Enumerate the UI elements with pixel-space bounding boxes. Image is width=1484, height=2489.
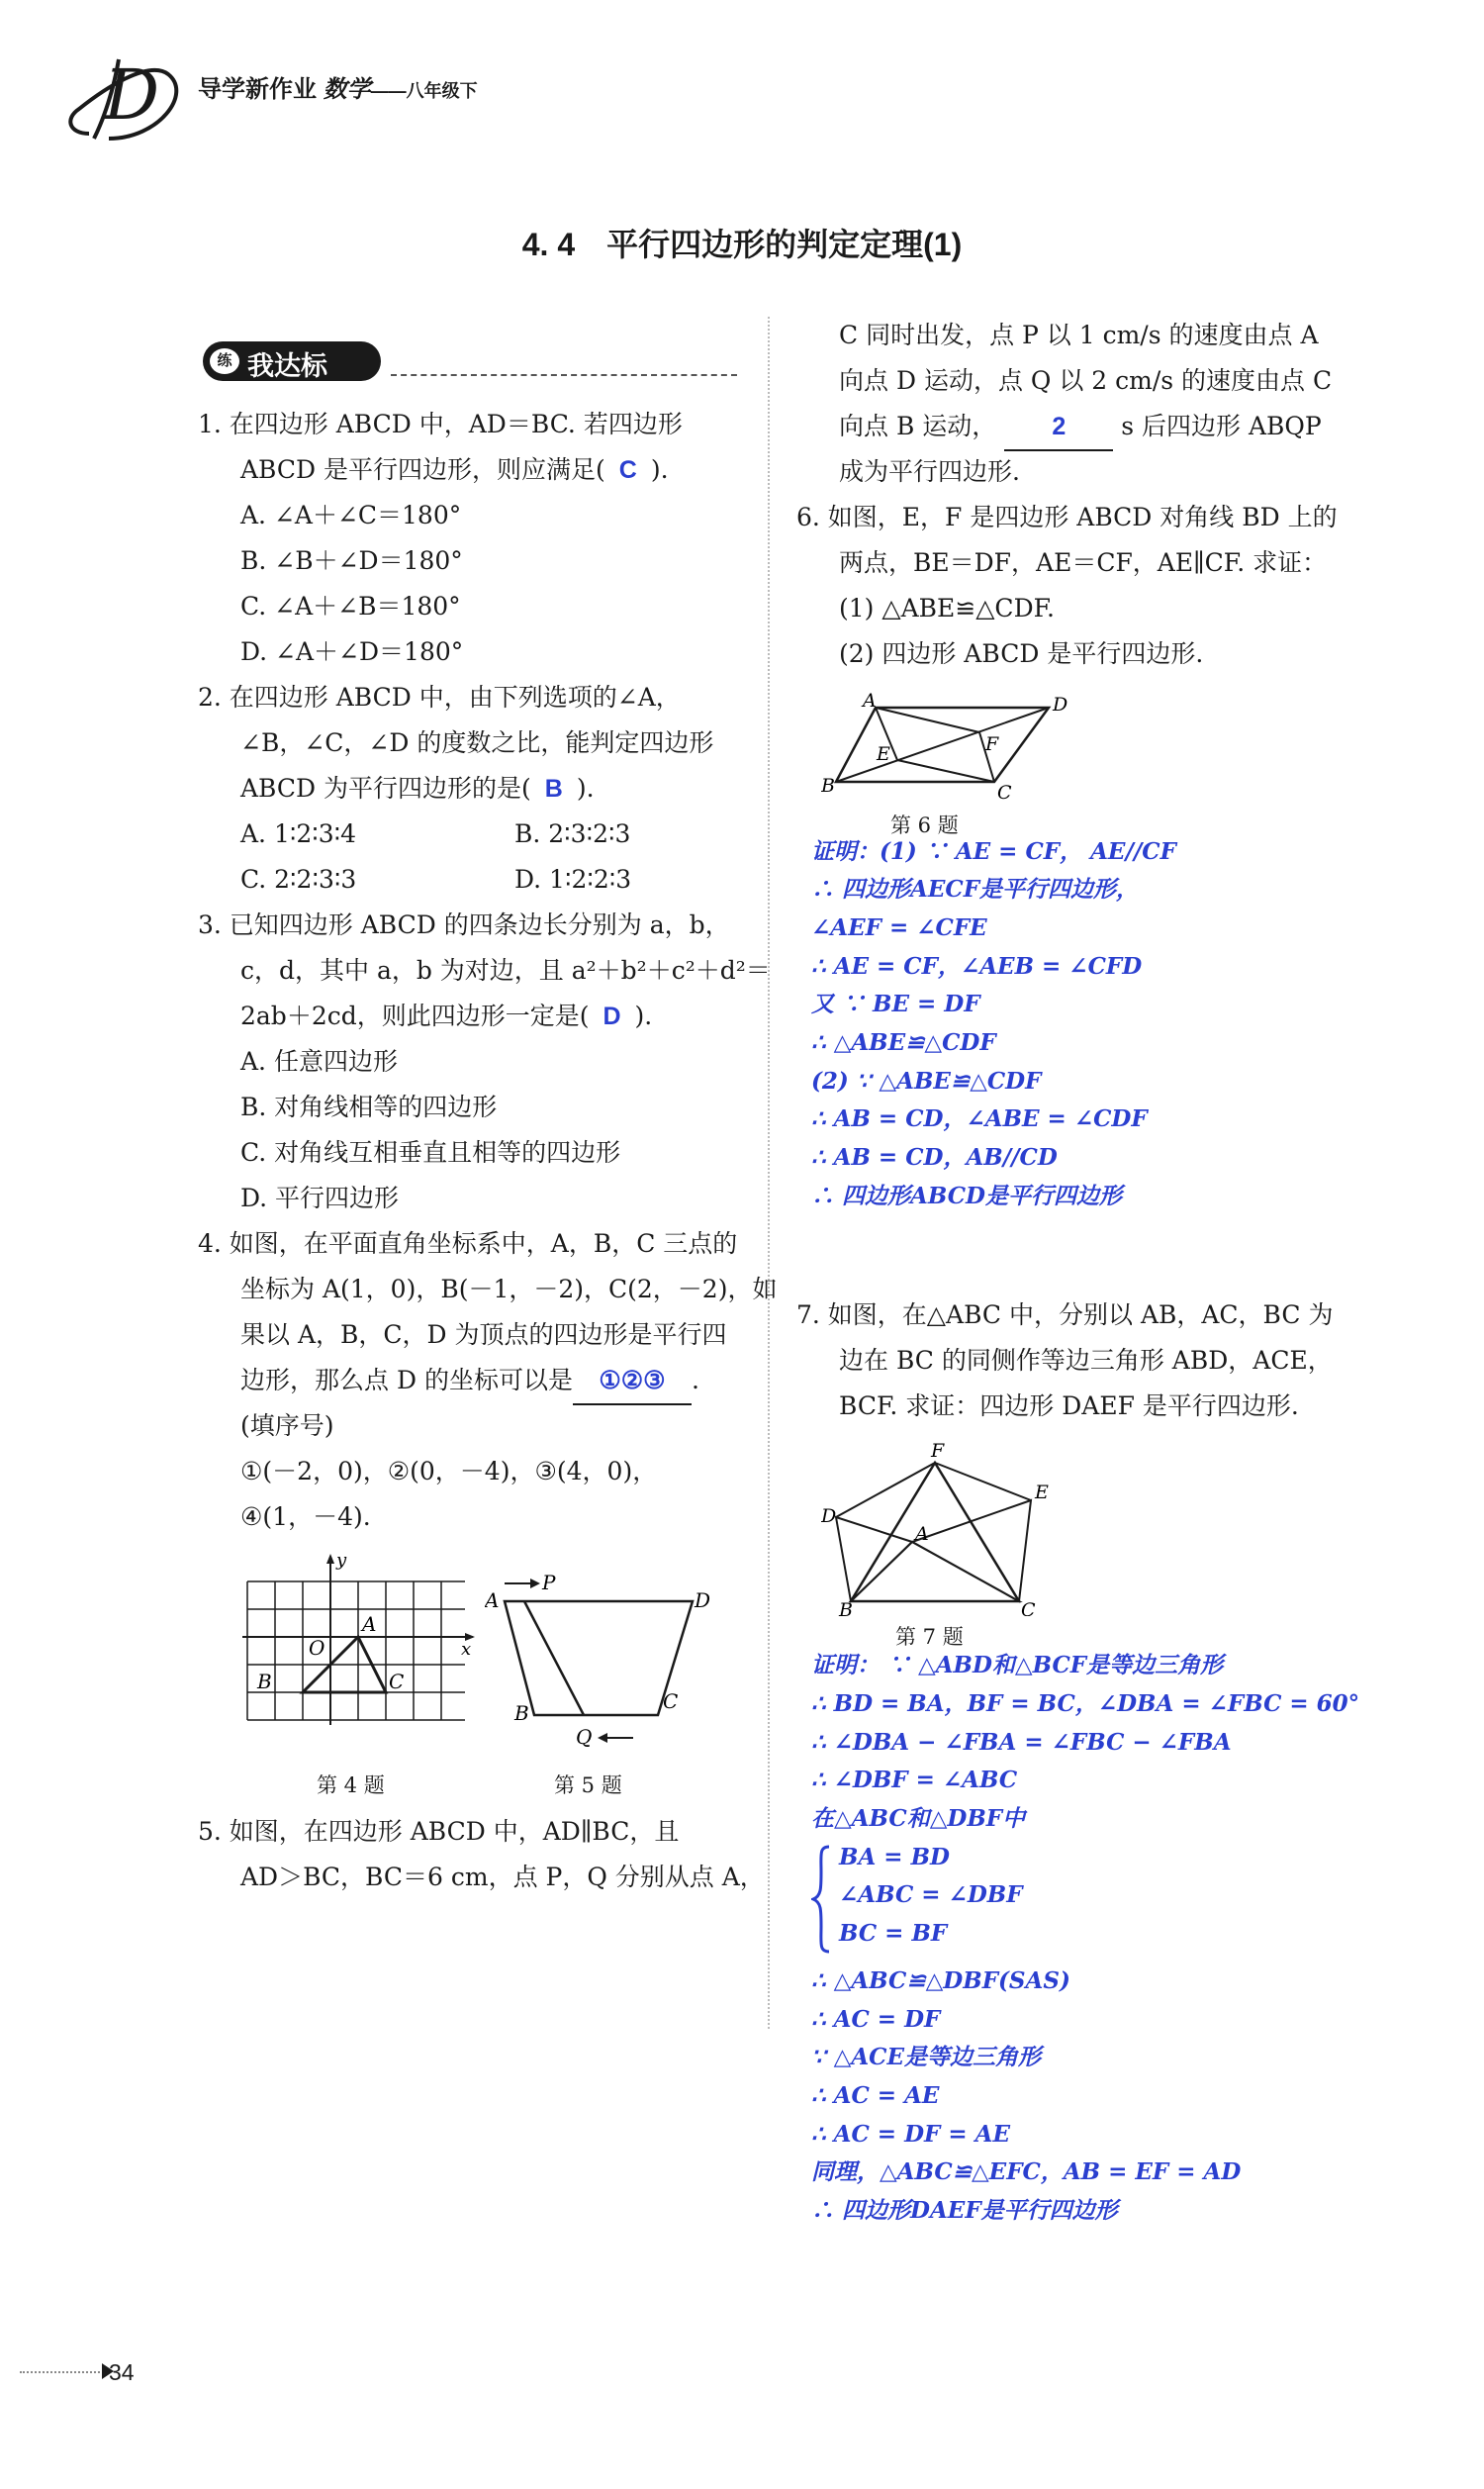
segment-fe xyxy=(935,1463,1031,1500)
q4-answer-blank xyxy=(573,1358,692,1405)
q3-stem-line2: c，d，其中 a，b 为对边，且 a²＋b²＋c²＋d²＝ xyxy=(240,956,771,985)
triangle-abc xyxy=(851,1542,1019,1601)
fig7-label-c: C xyxy=(1021,1599,1036,1616)
q7-stem-line1: 7. 如图，在△ABC 中，分别以 AB，AC，BC 为 xyxy=(796,1300,1334,1329)
q1-stem-text: ABCD 是平行四边形，则应满足( xyxy=(240,455,605,484)
grade-label: ——八年级下 xyxy=(370,81,478,101)
book-title: 导学新作业 xyxy=(198,76,317,103)
q5-answer-blank xyxy=(1004,404,1113,451)
q3-stem-line3 xyxy=(240,994,652,1039)
fig6-label-c: C xyxy=(997,782,1012,804)
fig4-label-x: x xyxy=(461,1639,472,1660)
q6-proof-line: ∠AEF = ∠CFE xyxy=(811,914,987,941)
practice-icon: 练 xyxy=(210,348,239,374)
fig4-label-b: B xyxy=(257,1670,272,1693)
segment-ec xyxy=(897,760,994,782)
fig7-label-e: E xyxy=(1035,1482,1049,1503)
triangle-ace xyxy=(912,1500,1031,1601)
q7-proof-line: ∴ AC = DF = AE xyxy=(811,2121,1011,2148)
fig6-label-a: A xyxy=(863,693,877,712)
figure-4-caption: 第 4 题 xyxy=(317,1773,385,1797)
q4-stem-text: 边形，那么点 D 的坐标可以是 xyxy=(240,1366,573,1394)
q5-stem-line4: 向点 D 运动，点 Q 以 2 cm/s 的速度由点 C xyxy=(839,366,1333,395)
system-brace xyxy=(811,1845,833,1954)
q7-proof-line: ∴ ∠DBA − ∠FBA = ∠FBC − ∠FBA xyxy=(811,1729,1232,1756)
q2-option-b: B. 2∶3∶2∶3 xyxy=(514,819,631,848)
q7-proof-line: ∵ △ACE是等边三角形 xyxy=(811,2044,1042,2070)
q4-stem-line1: 4. 如图，在平面直角坐标系中，A，B，C 三点的 xyxy=(198,1229,738,1258)
q5-stem-text: 向点 B 运动， xyxy=(839,412,997,440)
q3-option-a: A. 任意四边形 xyxy=(240,1047,398,1076)
q6-proof-line: 证明：(1) ∵ AE = CF， AE//CF xyxy=(811,838,1176,865)
fig6-label-f: F xyxy=(985,733,999,755)
q5-stem-line3: C 同时出发，点 P 以 1 cm/s 的速度由点 A xyxy=(839,321,1319,349)
q1-stem-line2 xyxy=(240,447,669,493)
figure-7 xyxy=(821,1443,1059,1616)
fig7-label-d: D xyxy=(821,1505,837,1527)
fig5-label-c: C xyxy=(663,1689,679,1713)
q2-stem-text: ABCD 为平行四边形的是( xyxy=(240,774,531,803)
q7-system-line: ∠ABC = ∠DBF xyxy=(839,1881,1023,1908)
q4-stem-line2: 坐标为 A(1，0)，B(－1，－2)，C(2，－2)，如 xyxy=(240,1275,778,1303)
page-number-leader xyxy=(20,2371,104,2373)
figure-6-caption: 第 6 题 xyxy=(890,814,959,837)
q6-proof-line: ∴ 四边形AECF是平行四边形， xyxy=(811,876,1140,903)
q5-stem-line1: 5. 如图，在四边形 ABCD 中，AD∥BC，且 xyxy=(198,1817,680,1846)
q3-stem-text: 2ab＋2cd，则此四边形一定是( xyxy=(240,1002,590,1030)
q2-answer: B xyxy=(544,775,563,803)
q5-stem-line2: AD＞BC，BC＝6 cm，点 P，Q 分别从点 A， xyxy=(240,1863,765,1891)
p-arrow-head xyxy=(530,1579,540,1588)
q-arrow-head xyxy=(598,1733,607,1743)
section-title: 4. 4 平行四边形的判定定理(1) xyxy=(521,227,963,262)
book-header xyxy=(198,69,478,104)
q5-answer: 2 xyxy=(1052,413,1067,440)
q1-option-a: A. ∠A＋∠C＝180° xyxy=(240,501,462,529)
fig7-label-f: F xyxy=(931,1443,945,1462)
q2-stem-line1: 2. 在四边形 ABCD 中，由下列选项的∠A， xyxy=(198,683,681,712)
q7-proof-line: ∴ BD = BA，BF = BC，∠DBA = ∠FBC = 60° xyxy=(811,1690,1360,1717)
q3-answer: D xyxy=(603,1003,621,1030)
q4-stem-line3: 果以 A，B，C，D 为顶点的四边形是平行四 xyxy=(240,1320,727,1349)
q6-proof-line: ∴ AB = CD，∠ABE = ∠CDF xyxy=(811,1105,1148,1132)
fig5-label-a: A xyxy=(485,1588,500,1612)
banner-label: 我达标 xyxy=(247,351,327,381)
q2-stem-line3 xyxy=(240,766,595,812)
q4-answer: ①②③ xyxy=(599,1367,666,1394)
q1-stem-end: ). xyxy=(650,455,669,484)
q6-proof-line: ∴ AE = CF，∠AEB = ∠CFD xyxy=(811,953,1143,980)
q7-proof-line: 证明： ∵ △ABD和△BCF是等边三角形 xyxy=(811,1652,1224,1678)
triangle-abd xyxy=(836,1517,912,1601)
q4-stem-line4 xyxy=(240,1358,699,1405)
q4-choices-line2: ④(1，－4). xyxy=(240,1502,371,1531)
q7-system-line: BA = BD xyxy=(839,1844,950,1870)
fig6-label-d: D xyxy=(1053,694,1068,716)
q7-proof-line: ∴ △ABC≌△DBF(SAS) xyxy=(811,1967,1070,1994)
q6-proof-line: ∴ 四边形ABCD是平行四边形 xyxy=(811,1183,1122,1209)
q7-proof-line: 同理，△ABC≌△EFC，AB = EF = AD xyxy=(811,2158,1242,2185)
subject-label: 数学 xyxy=(323,76,371,103)
q2-stem-end: ). xyxy=(576,774,595,803)
q6-part-1: (1) △ABE≌△CDF. xyxy=(839,594,1056,622)
q7-stem-line3: BCF. 求证：四边形 DAEF 是平行四边形. xyxy=(839,1391,1299,1420)
fig7-label-b: B xyxy=(839,1599,853,1616)
book-logo xyxy=(59,40,198,148)
figure-4 xyxy=(237,1552,475,1740)
q6-part-2: (2) 四边形 ABCD 是平行四边形. xyxy=(839,639,1204,668)
triangle-bcf xyxy=(851,1463,1019,1601)
q4-choices-line1: ①(－2，0)，②(0，－4)，③(4，0)， xyxy=(240,1457,658,1485)
fig5-label-d: D xyxy=(695,1588,711,1612)
figure-5 xyxy=(485,1572,712,1750)
q6-proof-line: ∴ AB = CD，AB//CD xyxy=(811,1144,1058,1171)
fig4-label-a: A xyxy=(362,1612,377,1636)
q7-proof-line: ∴ AC = AE xyxy=(811,2082,940,2109)
q7-proof-line: 在△ABC和△DBF中 xyxy=(811,1805,1026,1832)
fig5-label-p: P xyxy=(542,1572,556,1594)
fig7-label-a: A xyxy=(915,1523,929,1545)
q3-option-c: C. 对角线互相垂直且相等的四边形 xyxy=(240,1138,621,1167)
q5-stem-line5 xyxy=(839,404,1322,451)
logo-letter: D xyxy=(104,54,160,136)
segment-pq xyxy=(524,1601,584,1715)
figure-7-caption: 第 7 题 xyxy=(895,1625,964,1649)
q6-proof-line: ∴ △ABE≌△CDF xyxy=(811,1029,996,1056)
q3-stem-line1: 3. 已知四边形 ABCD 的四条边长分别为 a，b， xyxy=(198,910,730,939)
figure-6 xyxy=(821,693,1078,807)
fig6-label-e: E xyxy=(877,743,890,765)
q6-proof-line: (2) ∵ △ABE≌△CDF xyxy=(811,1068,1042,1095)
q6-stem-line2: 两点，BE＝DF，AE＝CF，AE∥CF. 求证： xyxy=(839,548,1328,577)
figure-5-caption: 第 5 题 xyxy=(554,1773,622,1797)
segment-df xyxy=(836,1463,935,1517)
fig4-label-y: y xyxy=(336,1552,347,1571)
q1-option-c: C. ∠A＋∠B＝180° xyxy=(240,592,461,621)
fig5-label-q: Q xyxy=(576,1725,593,1749)
q7-system-line: BC = BF xyxy=(839,1920,948,1947)
fig5-label-b: B xyxy=(514,1701,529,1725)
q1-option-b: B. ∠B＋∠D＝180° xyxy=(240,546,463,575)
banner-divider xyxy=(391,374,737,376)
q1-stem-line1: 1. 在四边形 ABCD 中，AD＝BC. 若四边形 xyxy=(198,410,683,438)
q2-option-d: D. 1∶2∶2∶3 xyxy=(514,865,632,894)
q4-stem-line5: (填序号) xyxy=(240,1411,334,1440)
q7-proof-line: ∴ AC = DF xyxy=(811,2006,941,2033)
fig4-label-c: C xyxy=(389,1670,405,1693)
q3-stem-end: ). xyxy=(634,1002,653,1030)
y-axis-arrow xyxy=(326,1554,334,1564)
q5-stem-line6: 成为平行四边形. xyxy=(839,457,1020,486)
q6-stem-line1: 6. 如图，E，F 是四边形 ABCD 对角线 BD 上的 xyxy=(796,503,1338,531)
q2-option-a: A. 1∶2∶3∶4 xyxy=(240,819,357,848)
fig4-label-o: O xyxy=(309,1636,325,1660)
q3-option-b: B. 对角线相等的四边形 xyxy=(240,1093,498,1121)
page-number: 34 xyxy=(109,2359,135,2385)
q1-option-d: D. ∠A＋∠D＝180° xyxy=(240,637,464,666)
segment-af xyxy=(876,708,979,732)
q6-proof-line: 又 ∵ BE = DF xyxy=(811,991,980,1017)
q2-option-c: C. 2∶2∶3∶3 xyxy=(240,865,357,894)
q3-option-d: D. 平行四边形 xyxy=(240,1184,400,1212)
q7-proof-line: ∴ ∠DBF = ∠ABC xyxy=(811,1767,1018,1793)
q7-proof-line: ∴ 四边形DAEF是平行四边形 xyxy=(811,2197,1118,2224)
q4-stem-end: . xyxy=(691,1366,699,1394)
q7-stem-line2: 边在 BC 的同侧作等边三角形 ABD，ACE， xyxy=(839,1346,1333,1375)
q2-stem-line2: ∠B，∠C，∠D 的度数之比，能判定四边形 xyxy=(240,728,714,757)
column-divider xyxy=(768,317,770,2029)
q5-stem-text-b: s 后四边形 ABQP xyxy=(1121,412,1322,440)
q1-answer: C xyxy=(618,456,637,484)
grid-lines xyxy=(247,1581,465,1720)
fig6-label-b: B xyxy=(821,775,835,797)
